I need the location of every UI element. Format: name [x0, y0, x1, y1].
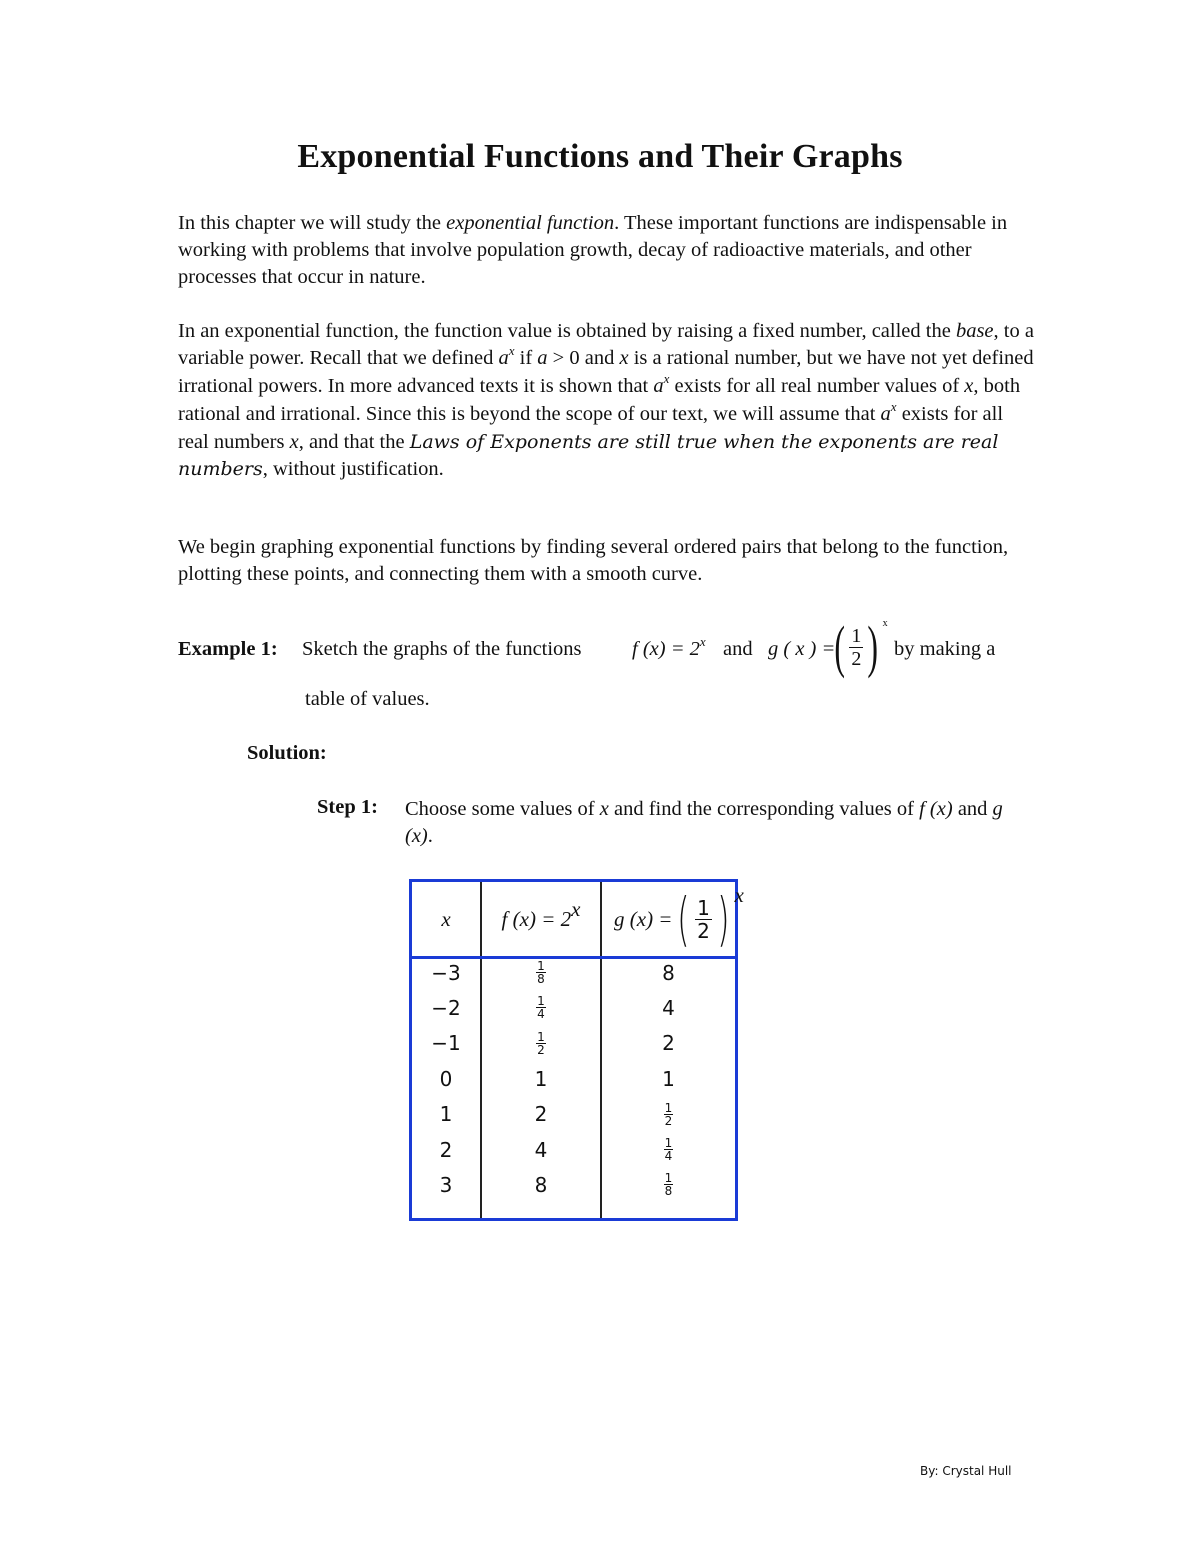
- numerator: 1: [697, 895, 710, 920]
- text-run: , to a variable power. Recall that we defined: [178, 320, 1034, 369]
- text-run: , both rational and irrational. Since this is beyond the scope of our text, we will assume that: [178, 375, 1021, 425]
- example-label: Example 1:: [178, 638, 278, 660]
- fraction-one-half: [695, 897, 712, 942]
- header-x-text: x: [441, 906, 451, 931]
- header-g-exponent: x: [734, 882, 744, 907]
- table-cell-f: [482, 955, 600, 990]
- g-of-x: g (x): [405, 798, 1003, 847]
- g-expression: g ( x ) =: [768, 638, 836, 660]
- text-run: . These important functions are indispensable in working with problems that involve population growth, decay of radioactive materials, and other processes that occur in nature.: [178, 212, 1008, 288]
- fraction-value: $\frac{1}{2}$: [537, 1029, 545, 1057]
- example-text: Sketch the graphs of the functions: [302, 638, 582, 660]
- var-a: a: [880, 403, 891, 425]
- table-cell-x: 3: [439, 1172, 453, 1197]
- example-continuation: table of values.: [305, 688, 430, 710]
- var-x-exponent: x: [508, 343, 515, 358]
- table-cell-g: 4: [662, 995, 675, 1020]
- table-of-values: [409, 879, 744, 1221]
- table-cell-f: 1: [534, 1066, 548, 1091]
- table-cell-x: 2: [439, 1137, 453, 1162]
- table-cell-x: 0: [439, 1066, 453, 1091]
- table-cell-x: 1: [439, 1102, 453, 1127]
- table-cell-f: 8: [534, 1172, 548, 1197]
- text-run: > 0 and: [547, 347, 620, 369]
- header-g-fraction: [672, 882, 744, 953]
- table-cell-g: 1: [662, 1066, 675, 1091]
- table-cell-f: [482, 1026, 600, 1061]
- half-fraction-parenthesized: [830, 614, 888, 679]
- left-paren: (: [677, 885, 691, 953]
- table-cell-f: [482, 990, 600, 1025]
- f-expression: f (x) = 2: [632, 638, 700, 660]
- solution-heading: Solution:: [247, 742, 327, 764]
- numerator: 1: [851, 624, 862, 647]
- table-cell-f: 2: [534, 1102, 548, 1127]
- var-a: a: [653, 375, 664, 397]
- var-x-exponent: x: [663, 371, 670, 386]
- denominator: 2: [697, 918, 710, 943]
- step-1-label: Step 1:: [317, 796, 378, 818]
- var-x: x: [289, 431, 299, 453]
- definition-paragraph: [178, 318, 1038, 483]
- text-run: exists for all real numbers: [178, 403, 1004, 453]
- right-paren: ): [716, 885, 730, 953]
- text-run: and: [952, 798, 993, 820]
- var-x: x: [964, 375, 974, 397]
- table-cell-x: −2: [431, 995, 461, 1020]
- header-x: [412, 882, 480, 956]
- text-run: exists for all real number values of: [669, 375, 965, 397]
- text-run: , and that the: [298, 431, 410, 453]
- and-word: and: [723, 638, 753, 660]
- left-paren: (: [834, 614, 845, 679]
- header-g-text: g (x) =: [614, 906, 673, 931]
- text-run: In an exponential function, the function value is obtained by raising a fixed number, called the: [178, 320, 956, 342]
- var-a: a: [537, 347, 548, 369]
- table-cell-g: [602, 1167, 735, 1202]
- text-run: and find the corresponding values of: [608, 798, 920, 820]
- var-x: x: [599, 798, 609, 820]
- f-definition: [632, 634, 706, 661]
- laws-of-exponents-italic: Laws of Exponents are still true when the exponents are real numbers: [178, 431, 999, 480]
- fraction-value: $\frac{1}{4}$: [664, 1136, 673, 1163]
- table-cell-g: [602, 1132, 735, 1167]
- g-definition: [768, 638, 835, 661]
- text-run: , without justification.: [262, 458, 444, 480]
- fraction-value: $\frac{1}{4}$: [537, 994, 545, 1022]
- author-footer: By: Crystal Hull: [920, 1464, 1012, 1478]
- f-exponent: x: [699, 634, 706, 649]
- table-cell-x: −1: [431, 1031, 461, 1056]
- fraction-value: $\frac{1}{2}$: [664, 1100, 673, 1128]
- text-run: if: [514, 347, 538, 369]
- right-paren: ): [867, 614, 879, 679]
- fraction-value: $\frac{1}{8}$: [537, 959, 545, 986]
- example-1-statement: [178, 614, 1078, 684]
- table-cell-x: −3: [431, 960, 461, 985]
- table-cell-f: 4: [534, 1137, 548, 1162]
- var-a: a: [498, 347, 509, 369]
- text-run: In this chapter we will study the: [178, 212, 447, 234]
- denominator: 2: [851, 647, 862, 670]
- header-f-text: f (x) = 2: [501, 906, 572, 931]
- fraction-value: $\frac{1}{8}$: [664, 1171, 673, 1199]
- header-g: [602, 882, 744, 956]
- fraction-one-half: [849, 625, 863, 670]
- var-x: x: [619, 347, 629, 369]
- text-run-italic: exponential function: [446, 212, 615, 234]
- text-run: is a rational number, but we have not yet defined irrational powers. In more advanced texts it is shown that: [178, 347, 1034, 397]
- intro-paragraph: [178, 210, 1038, 291]
- table-cell-g: 2: [662, 1031, 675, 1056]
- header-f: [482, 882, 600, 956]
- page-title: Exponential Functions and Their Graphs: [297, 138, 903, 175]
- f-of-x: f (x): [919, 798, 953, 820]
- table-cell-g: 8: [662, 960, 675, 985]
- text-run: Choose some values of: [405, 798, 600, 820]
- graphing-paragraph: We begin graphing exponential functions by finding several ordered pairs that belong to the function, plotting these points, and connecting them with a smooth curve.: [178, 536, 1009, 585]
- var-x-exponent: x: [890, 399, 897, 414]
- table-cell-g: [602, 1097, 735, 1132]
- example-after-text: by making a: [894, 638, 996, 660]
- step-1-text: [405, 796, 1025, 850]
- g-exponent: x: [882, 617, 888, 629]
- text-run-italic: base: [955, 320, 994, 342]
- text-run: .: [427, 825, 433, 847]
- header-f-exponent: x: [571, 896, 581, 921]
